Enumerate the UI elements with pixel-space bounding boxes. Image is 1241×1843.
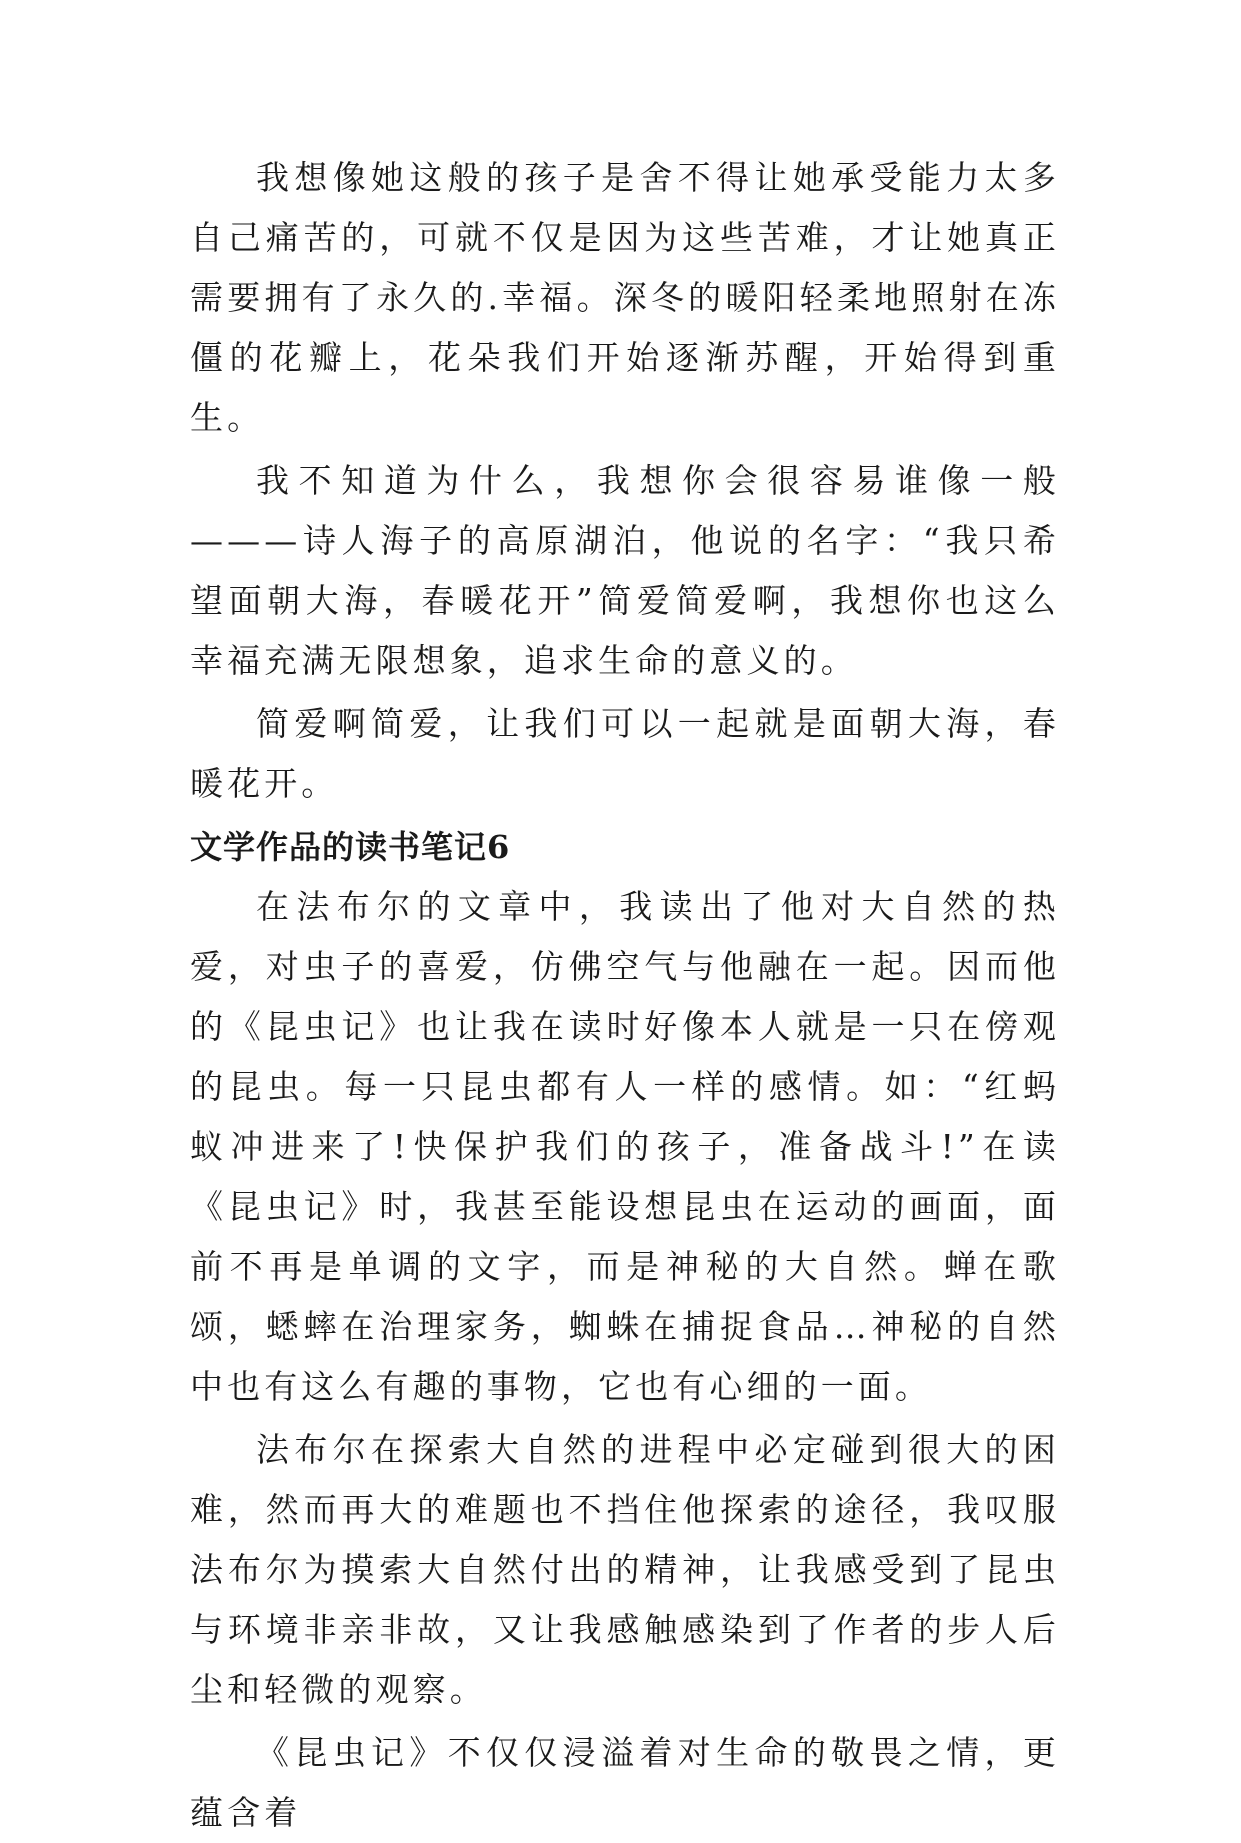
paragraph: 我不知道为什么，我想你会很容易谁像一般———诗人海子的高原湖泊，他说的名字：“我只希望面朝大海，春暖花开”简爱简爱啊，我想你也这么幸福充满无限想象，追求生命的意义的。 [190, 461, 1060, 680]
paragraph: 我想像她这般的孩子是舍不得让她承受能力太多自己痛苦的，可就不仅是因为这些苦难，才让她真正需要拥有了永久的.幸福。深冬的暖阳轻柔地照射在冻僵的花瓣上，花朵我们开始逐渐苏醒，开始得到重生。 [190, 158, 1060, 437]
paragraph: 《昆虫记》不仅仅浸溢着对生命的敬畏之情，更蕴含着 [190, 1733, 1060, 1832]
paragraph: 在法布尔的文章中，我读出了他对大自然的热爱，对虫子的喜爱，仿佛空气与他融在一起。因而他的《昆虫记》也让我在读时好像本人就是一只在傍观的昆虫。每一只昆虫都有人一样的感情。如：“红蚂蚁冲进来了!快保护我们的孩子，准备战斗!”在读《昆虫记》时，我甚至能设想昆虫在运动的画面，面前不再是单调的文字，而是神秘的大自然。蝉在歌颂，蟋蟀在治理家务，蜘蛛在捕捉食品…神秘的自然中也有这么有趣的事物，它也有心细的一面。 [190, 887, 1060, 1406]
paragraph: 简爱啊简爱，让我们可以一起就是面朝大海，春暖花开。 [190, 704, 1060, 803]
section-heading: 文学作品的读书笔记6 [190, 828, 511, 866]
paragraph: 法布尔在探索大自然的进程中必定碰到很大的困难，然而再大的难题也不挡住他探索的途径，我叹服法布尔为摸索大自然付出的精神，让我感受到了昆虫与环境非亲非故，又让我感触感染到了作者的步人后尘和轻微的观察。 [190, 1430, 1060, 1709]
document-body [190, 148, 1060, 1843]
